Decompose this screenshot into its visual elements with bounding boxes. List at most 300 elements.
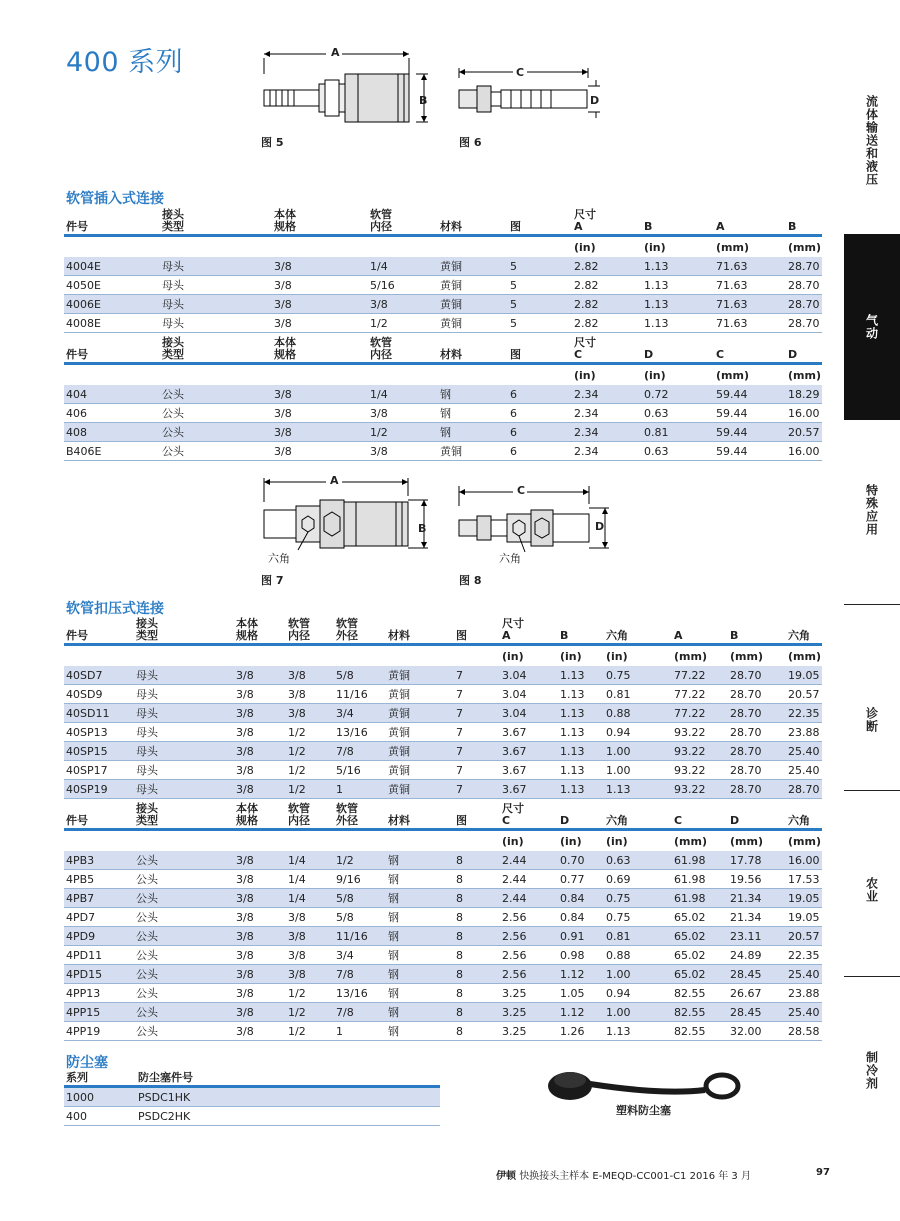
unit-cell: (mm) [674,649,707,663]
table-cell: 1/2 [286,723,334,742]
unit-cell [386,645,454,667]
table-cell: 3/8 [286,666,334,685]
table-cell: 3.25 [500,1003,558,1022]
table-cell: 4PD11 [64,946,134,965]
unit-cell: (in) [574,240,596,254]
table-cell: 5 [508,314,572,333]
table-row [64,685,822,704]
table-cell: 28.70 [786,314,822,333]
table-cell: 6 [508,385,572,404]
table-cell: 7 [454,780,500,799]
table-cell: 2.56 [500,908,558,927]
table-cell: 1/4 [368,385,438,404]
table-row [64,404,822,423]
table-cell: 0.75 [604,908,672,927]
table-cell: 3/8 [272,423,368,442]
unit-cell [368,236,438,258]
table-cell: 3/8 [286,927,334,946]
side-tab-agriculture[interactable]: 农业 [864,877,879,903]
table-row [64,984,822,1003]
table-row [64,423,822,442]
table-cell: 28.70 [728,704,786,723]
table-cell: 公头 [134,965,234,984]
table-cell: 钢 [386,908,454,927]
table-cell: 8 [454,984,500,1003]
table-cell: 1.13 [558,723,604,742]
table-cell: 1/4 [286,889,334,908]
table-cell: 3/8 [234,1022,286,1041]
table-cell: 0.70 [558,851,604,870]
column-header: 本体 规格 [236,802,258,827]
column-header: C [674,814,683,827]
column-header: 六角 [788,814,810,827]
table-row [64,1107,440,1126]
table-cell: 77.22 [672,704,728,723]
column-header: 软管 内径 [370,208,392,233]
dim-d-label-fig8: D [595,520,605,533]
table-cell: 0.91 [558,927,604,946]
unit-cell: (in) [560,649,582,663]
column-header: 尺寸 A [502,617,524,642]
table-cell: 黄铜 [438,257,508,276]
table-row [64,870,822,889]
table-cell: 钢 [438,385,508,404]
table-cell: 3/8 [234,761,286,780]
unit-cell [386,830,454,852]
table-cell: 3/8 [234,965,286,984]
table-cell: 4PB5 [64,870,134,889]
table-cell: 82.55 [672,984,728,1003]
section-hose-insert-title: 软管插入式连接 [66,191,164,207]
table-cell: 1/2 [286,984,334,1003]
footer [496,1167,751,1182]
column-header: 件号 [66,814,88,827]
table-cell: 3.04 [500,704,558,723]
table-cell: 公头 [160,423,272,442]
table-cell: 8 [454,1003,500,1022]
table-cell: 9/16 [334,870,386,889]
table-cell: 7 [454,666,500,685]
table-cell: 24.89 [728,946,786,965]
unit-cell [234,645,286,667]
figure-8-drawing [455,482,615,572]
table-cell: 0.81 [642,423,714,442]
table-cell: 19.05 [786,666,822,685]
table-cell: 28.45 [728,965,786,984]
table-cell: 20.57 [786,685,822,704]
unit-cell: (mm) [716,368,749,382]
table-cell: 23.11 [728,927,786,946]
table-cell: 26.67 [728,984,786,1003]
table-cell: 母头 [134,742,234,761]
table-cell: 5 [508,257,572,276]
unit-cell [64,645,134,667]
table-cell: 93.22 [672,742,728,761]
table-cell: B406E [64,442,160,461]
table-cell: 13/16 [334,984,386,1003]
column-header: 图 [456,814,467,827]
column-header: 尺寸 C [574,336,596,361]
table-cell: 公头 [134,927,234,946]
table-cell: 0.75 [604,889,672,908]
table-cell: 钢 [438,423,508,442]
column-header: 本体 规格 [274,208,296,233]
table-cell: 黄铜 [386,666,454,685]
table-cell: 2.82 [572,314,642,333]
table-cell: 5/8 [334,908,386,927]
figure-8-label: 图 8 [459,574,482,587]
column-header: 材料 [440,220,462,233]
table-cell: 3/8 [272,314,368,333]
footer-text: 快换接头主样本 E-MEQD-CC001-C1 2016 年 3 月 [519,1171,751,1182]
table-cell: 61.98 [672,870,728,889]
table-cell: 8 [454,908,500,927]
table-cell: 公头 [134,946,234,965]
table-cell: 母头 [160,314,272,333]
table-cell: 16.00 [786,404,822,423]
table-cell: 3.67 [500,742,558,761]
table-cell: 黄铜 [438,314,508,333]
table-cell: 40SP17 [64,761,134,780]
table-cell: 8 [454,946,500,965]
table-cell: 1/2 [286,1003,334,1022]
table-cell: 17.78 [728,851,786,870]
table-cell: 65.02 [672,908,728,927]
table-cell: 23.88 [786,723,822,742]
table-cell: 公头 [134,1003,234,1022]
unit-cell: (in) [606,649,628,663]
table-cell: 32.00 [728,1022,786,1041]
table-cell: 3/8 [368,404,438,423]
table-cell: 8 [454,889,500,908]
table-cell: 82.55 [672,1022,728,1041]
table-row [64,704,822,723]
table-cell: 1/2 [286,780,334,799]
table-cell: 1.12 [558,1003,604,1022]
table-cell: 7 [454,685,500,704]
column-header: A [674,629,683,642]
table-cell: 钢 [386,889,454,908]
unit-cell [368,364,438,386]
table-cell: 3.67 [500,761,558,780]
table-cell: 71.63 [714,257,786,276]
unit-cell: (in) [574,368,596,382]
table-cell: 28.70 [786,295,822,314]
table-cell: 3/8 [234,946,286,965]
table-cell: 28.70 [728,685,786,704]
unit-cell: (mm) [788,368,821,382]
table-cell: 3/8 [368,442,438,461]
unit-cell [454,830,500,852]
unit-cell [134,645,234,667]
table-cell: 5/16 [368,276,438,295]
table-cell: 71.63 [714,276,786,295]
table-cell: 4PD7 [64,908,134,927]
table-cell: 3/4 [334,704,386,723]
table-cell: 3/8 [234,984,286,1003]
table-cell: 0.84 [558,889,604,908]
table-cell: 3/8 [234,685,286,704]
unit-cell: (in) [502,834,524,848]
table-row [64,295,822,314]
table-cell: 3/8 [286,908,334,927]
table-cell: 59.44 [714,404,786,423]
table-cell: 0.88 [604,946,672,965]
crimp-table [64,614,822,1041]
table-cell: 2.44 [500,889,558,908]
table-cell: 公头 [134,984,234,1003]
table-cell: 黄铜 [386,723,454,742]
table-cell: 25.40 [786,742,822,761]
table-cell: 77.22 [672,666,728,685]
unit-cell [454,645,500,667]
unit-cell: (in) [560,834,582,848]
table-cell: 28.70 [786,276,822,295]
table-row [64,1022,822,1041]
table-cell: 1.13 [604,1022,672,1041]
table-cell: 2.82 [572,276,642,295]
table-cell: 黄铜 [438,276,508,295]
table-cell: 3.67 [500,780,558,799]
table-cell: 3.25 [500,1022,558,1041]
unit-cell: (mm) [788,240,821,254]
table-cell: 1/4 [286,851,334,870]
unit-cell [64,830,134,852]
table-cell: 公头 [134,870,234,889]
table-cell: 4PB7 [64,889,134,908]
unit-cell: (mm) [788,834,821,848]
section-crimp-title: 软管扣压式连接 [66,601,164,617]
unit-cell [508,236,572,258]
column-header: 材料 [388,629,410,642]
table-cell: 3/8 [272,276,368,295]
tab-divider [844,976,900,977]
table-cell: 1/4 [286,870,334,889]
table-cell: 黄铜 [386,761,454,780]
table-cell: 1.13 [642,314,714,333]
table-row [64,927,822,946]
hex-label-fig8: 六角 [499,552,521,565]
table-cell: 黄铜 [386,780,454,799]
table-row [64,851,822,870]
unit-cell [438,236,508,258]
table-cell: 钢 [386,965,454,984]
figure-6-drawing [455,64,605,134]
table-cell: 母头 [134,761,234,780]
table-cell: 母头 [134,723,234,742]
unit-cell: (mm) [730,649,763,663]
table-cell: 4PP19 [64,1022,134,1041]
dust-plug-caption: 塑料防尘塞 [616,1104,671,1117]
table-cell: 4050E [64,276,160,295]
column-header: 接头 类型 [136,617,158,642]
table-cell: 5 [508,276,572,295]
table-cell: 19.05 [786,889,822,908]
table-cell: 3.25 [500,984,558,1003]
dim-a-label-fig7: A [330,474,339,487]
table-cell: 406 [64,404,160,423]
table-cell: 7 [454,723,500,742]
side-tab-special[interactable]: 特殊应用 [864,484,879,536]
table-cell: 2.34 [572,423,642,442]
table-cell: 0.63 [642,442,714,461]
hose-insert-table [64,205,822,461]
unit-cell: (in) [606,834,628,848]
table-cell: 40SP19 [64,780,134,799]
table-cell: 17.53 [786,870,822,889]
unit-cell: (mm) [716,240,749,254]
table-cell: 2.56 [500,927,558,946]
unit-cell: (in) [644,368,666,382]
table-cell: 公头 [134,908,234,927]
table-cell: 82.55 [672,1003,728,1022]
table-cell: 11/16 [334,927,386,946]
table-cell: 59.44 [714,442,786,461]
table-cell: 4PP13 [64,984,134,1003]
table-cell: 3/8 [286,685,334,704]
table-cell: 3/8 [368,295,438,314]
table-cell: 母头 [160,257,272,276]
table-cell: 16.00 [786,851,822,870]
table-unit-row [64,645,822,667]
table-cell: 28.70 [728,742,786,761]
unit-cell: (mm) [674,834,707,848]
table-cell: 1.13 [558,761,604,780]
table-unit-row [64,236,822,258]
table-cell: PSDC2HK [136,1107,440,1126]
column-header: D [788,348,798,361]
table-cell: 母头 [134,685,234,704]
side-tab-pneumatic[interactable]: 气动 [844,234,900,420]
table-cell: 0.63 [604,851,672,870]
table-cell: 1/2 [286,1022,334,1041]
table-cell: 钢 [386,1003,454,1022]
table-cell: 0.84 [558,908,604,927]
table-cell: 7/8 [334,742,386,761]
table-cell: 16.00 [786,442,822,461]
table-cell: 0.98 [558,946,604,965]
side-tab-refrigerant[interactable]: 制冷剂 [864,1050,879,1090]
table-cell: 3/8 [272,442,368,461]
figure-5-drawing [258,44,438,134]
table-cell: 1 [334,1022,386,1041]
table-cell: 13/16 [334,723,386,742]
column-header: 件号 [66,629,88,642]
column-header: 图 [510,348,521,361]
table-cell: 2.82 [572,257,642,276]
table-cell: 3/8 [234,666,286,685]
table-cell: 40SP13 [64,723,134,742]
unit-cell [508,364,572,386]
table-cell: 1.13 [604,780,672,799]
column-header: 图 [510,220,521,233]
table-cell: 1.13 [558,780,604,799]
table-unit-row [64,830,822,852]
table-cell: 40SD11 [64,704,134,723]
table-cell: 公头 [160,385,272,404]
table-row [64,257,822,276]
table-cell: 1/4 [368,257,438,276]
table-row [64,442,822,461]
column-header: 件号 [66,348,88,361]
table-cell: 28.70 [728,666,786,685]
table-cell: 71.63 [714,295,786,314]
table-cell: 59.44 [714,385,786,404]
unit-cell [64,236,160,258]
table-cell: PSDC1HK [136,1087,440,1107]
column-header: 软管 内径 [288,802,310,827]
table-cell: 8 [454,927,500,946]
table-cell: 1.13 [558,704,604,723]
table-row [64,742,822,761]
table-header-row [64,1068,440,1087]
table-cell: 7/8 [334,1003,386,1022]
table-cell: 4PP15 [64,1003,134,1022]
table-cell: 3/8 [272,257,368,276]
dim-c-label: C [516,66,525,79]
table-cell: 1/2 [368,314,438,333]
column-header: 六角 [606,814,628,827]
table-cell: 公头 [134,851,234,870]
table-cell: 61.98 [672,889,728,908]
table-header-row [64,333,822,364]
table-cell: 0.81 [604,685,672,704]
table-cell: 4PD15 [64,965,134,984]
table-row [64,385,822,404]
column-header: 系列 [66,1071,88,1084]
side-tab-fluid[interactable]: 流体输送和液压 [864,94,879,186]
table-cell: 22.35 [786,704,822,723]
table-cell: 3/4 [334,946,386,965]
table-cell: 2.56 [500,965,558,984]
table-cell: 25.40 [786,761,822,780]
table-cell: 0.75 [604,666,672,685]
column-header: 本体 规格 [236,617,258,642]
table-cell: 1.00 [604,761,672,780]
table-cell: 20.57 [786,927,822,946]
column-header: D [560,814,570,827]
table-cell: 0.63 [642,404,714,423]
column-header: B [644,220,653,233]
table-cell: 母头 [134,704,234,723]
table-cell: 3/8 [286,946,334,965]
column-header: 六角 [788,629,810,642]
unit-cell: (mm) [788,649,821,663]
table-cell: 3/8 [234,927,286,946]
table-cell: 3/8 [234,742,286,761]
table-cell: 93.22 [672,723,728,742]
dim-b-label-fig7: B [418,522,427,535]
table-cell: 1.13 [558,666,604,685]
dim-d-label: D [590,94,600,107]
table-header-row [64,205,822,236]
unit-cell [160,236,272,258]
table-cell: 3/8 [272,404,368,423]
side-tab-diagnostics[interactable]: 诊断 [864,707,879,733]
table-cell: 3/8 [286,704,334,723]
table-cell: 3/8 [272,295,368,314]
table-cell: 1.12 [558,965,604,984]
table-cell: 6 [508,442,572,461]
table-cell: 408 [64,423,160,442]
unit-cell [234,830,286,852]
table-cell: 3/8 [234,1003,286,1022]
table-cell: 7 [454,742,500,761]
column-header: A [716,220,725,233]
table-cell: 3.04 [500,666,558,685]
table-cell: 5 [508,295,572,314]
table-cell: 0.72 [642,385,714,404]
